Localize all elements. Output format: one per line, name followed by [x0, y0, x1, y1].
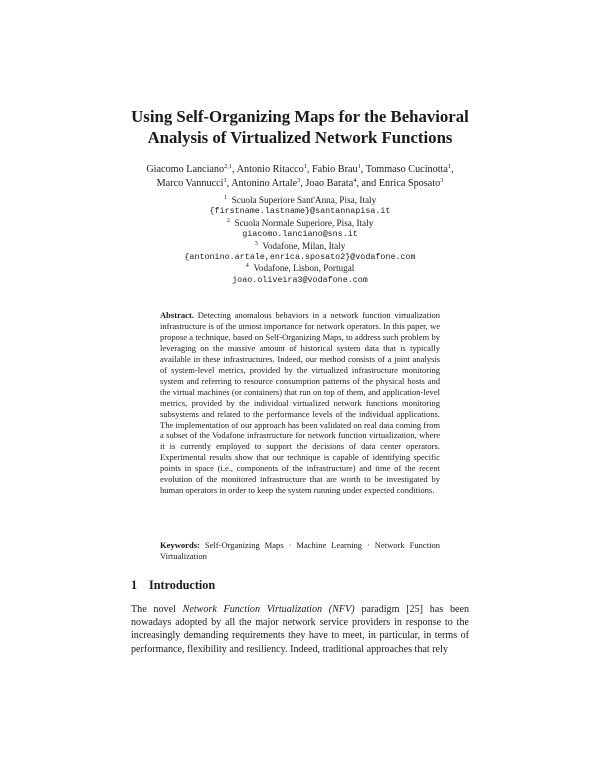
author-list [0, 163, 600, 190]
author-line-2: Marco Vannucci$^1$, Antonino Artale$^3$, Joao Barata$^4$, and Enrica Sposato$^3$ [156, 176, 444, 189]
keywords-label: Keywords: [160, 540, 200, 550]
affiliation-email: {firstname.lastname}@santannapisa.it [209, 206, 391, 217]
author-affiliation-mark: 1 [223, 176, 227, 184]
author-affiliation-mark: 1 [447, 163, 452, 170]
affiliation-2 [0, 218, 600, 229]
affiliation-mark: 1 [223, 194, 228, 201]
section-title: Introduction [149, 578, 216, 592]
affiliation-4 [0, 263, 600, 274]
author-line-1: Giacomo Lanciano$^{2,1}$, Antonio Ritacco$^1$, Fabio Brau$^1$, Tommaso Cucinotta$^1$, [146, 163, 454, 175]
author-affiliation-mark: 1 [357, 163, 361, 170]
author-affiliation-mark: 3 [440, 176, 444, 184]
author-name: Marco Vannucci [156, 177, 224, 189]
affiliation-name: Vodafone, Lisbon, Portugal [253, 263, 355, 274]
affiliation-1 [0, 195, 600, 206]
intro-text-rest: paradigm [25] has been nowadays adopted by all the major network service providers in response to the increasingly demanding requirements they have to meet, in particular, in terms of performance, flexibility and resiliency. Indeed, traditional approaches that rely [131, 604, 469, 655]
author-name: Giacomo Lanciano [146, 164, 225, 175]
affiliation-name: Scuola Normale Superiore, Pisa, Italy [234, 217, 374, 228]
section-heading [131, 578, 215, 593]
paper-title [0, 106, 600, 148]
author-name: Tommaso Cucinotta [365, 164, 448, 175]
author-name: Antonino Artale [231, 177, 298, 189]
author-affiliation-mark: 4 [353, 176, 357, 184]
intro-text-start: The novel [131, 604, 183, 615]
author-affiliation-mark: 1 [303, 163, 307, 170]
keywords-text: Self-Organizing Maps · Machine Learning · Network Function Virtualization [160, 540, 440, 561]
affiliation-3 [0, 241, 600, 252]
author-conjunction: and [361, 177, 379, 189]
author-affiliation-mark: 3 [297, 176, 301, 184]
intro-paragraph [131, 603, 469, 656]
affiliation-name: Scuola Superiore Sant'Anna, Pisa, Italy [231, 195, 377, 205]
affiliation-list [0, 195, 600, 286]
affiliation-email: {antonino.artale,enrica.sposato2}@vodafone.com [184, 252, 416, 263]
intro-text-italic: Network Function Virtualization (NFV) [182, 604, 355, 615]
affiliation-email: giacomo.lanciano@sns.it [242, 229, 358, 240]
title-line-2: Analysis of Virtualized Network Functions [147, 128, 453, 147]
affiliation-email: joao.oliveira3@vodafone.com [232, 274, 368, 285]
author-name: Antonio Ritacco [236, 164, 304, 175]
affiliation-mark: 2 [226, 216, 230, 224]
abstract [160, 310, 440, 496]
affiliation-mark: 4 [245, 262, 249, 270]
author-name: Joao Barata [305, 177, 354, 189]
author-name: Enrica Sposato [378, 177, 441, 189]
section-number: 1 [131, 578, 138, 592]
affiliation-mark: 3 [254, 239, 258, 247]
author-name: Fabio Brau [312, 164, 358, 175]
keywords [160, 540, 440, 562]
author-affiliation-mark: 2,1 [224, 163, 233, 170]
abstract-text: Detecting anomalous behaviors in a network function virtualization infrastructure is of the utmost importance for network operators. In this paper, we propose a technique, based on Self-Organizing Maps, to address such problem by leveraging on the massive amount of historical system data that is typically available in these infrastructures. Indeed, our method consists of a joint analysis of system-level metrics, provided by the virtualized infrastructure monitoring system and referring to resource consumption patterns of the physical hosts and the virtual machines (or containers) that run on top of them, and application-level metrics, provided by the individual virtualized network functions monitoring subsystems and related to the performance levels of the individual applications. The implementation of our approach has been validated on real data coming from a subset of the Vodafone infrastructure for network function virtualization, where it is currently employed to support the decisions of data center operators. Experimental results show that our technique is capable of identifying specific points in space (i.e., components of the infrastructure) and time of the recent evolution of the monitored infrastructure that are worth to be investigated by human operators in order to keep the system running under expected conditions. [160, 310, 441, 496]
abstract-label: Abstract. [160, 310, 194, 320]
affiliation-name: Vodafone, Milan, Italy [262, 240, 346, 251]
title-line-1: Using Self-Organizing Maps for the Behavioral [131, 107, 469, 126]
